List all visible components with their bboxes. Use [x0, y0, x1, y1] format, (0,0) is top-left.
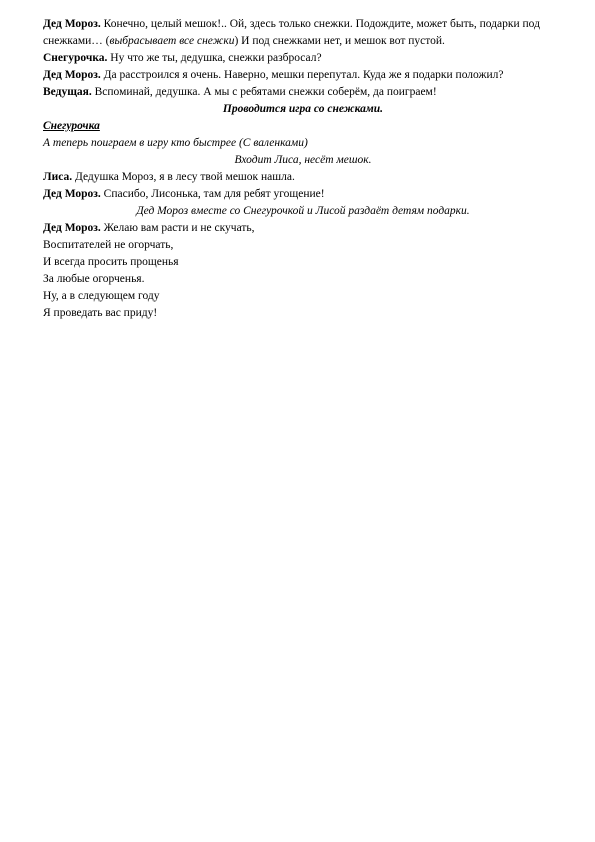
dialogue-line [43, 67, 563, 84]
stage-direction: Входит Лиса, несёт мешок. [234, 154, 372, 166]
speaker-name: Дед Мороз. [43, 18, 101, 30]
stage-direction: Проводится игра со снежками. [222, 103, 384, 115]
speaker-name: Лиса. [43, 171, 73, 183]
dialogue-text: А теперь поиграем в игру кто быстрее (С валенками) [43, 137, 308, 149]
dialogue-line [43, 220, 563, 237]
dialogue-line [43, 186, 563, 203]
verse-line: И всегда просить прощенья [43, 256, 179, 268]
verse-line: Ну, а в следующем году [43, 290, 160, 302]
speaker-name: Дед Мороз. [43, 69, 101, 81]
stage-direction: выбрасывает все снежки [109, 35, 235, 47]
speaker-name: Ведущая. [43, 86, 92, 98]
speaker-name: Дед Мороз. [43, 222, 101, 234]
dialogue-text: Конечно, целый мешок!.. Ой, здесь только снежки. Подождите, может быть, подарки под снежками… ( [43, 18, 540, 47]
verse-line: Воспитателей не огорчать, [43, 239, 174, 251]
dialogue-text: ) И под снежками нет, и мешок вот пустой. [234, 35, 445, 47]
speaker-name: Снегурочка. [43, 52, 108, 64]
speaker-name: Дед Мороз. [43, 188, 101, 200]
document-body [43, 16, 563, 322]
dialogue-text: Вспоминай, дедушка. А мы с ребятами снежки соберём, да поиграем! [91, 86, 437, 98]
stage-direction: Дед Мороз вместе со Снегурочкой и Лисой раздаёт детям подарки. [136, 205, 470, 217]
verse-line: За любые огорченья. [43, 273, 145, 285]
dialogue-text: Спасибо, Лисонька, там для ребят угощение! [100, 188, 325, 200]
speaker-heading: Снегурочка [43, 120, 100, 132]
dialogue-text: Желаю вам расти и не скучать, [100, 222, 255, 234]
dialogue-text: Да расстроился я очень. Наверно, мешки перепутал. Куда же я подарки положил? [100, 69, 504, 81]
verse-line: Я проведать вас приду! [43, 307, 158, 319]
dialogue-line [43, 16, 563, 50]
dialogue-text: Ну что же ты, дедушка, снежки разбросал? [107, 52, 322, 64]
dialogue-line [43, 169, 563, 186]
dialogue-line [43, 84, 563, 101]
dialogue-text: Дедушка Мороз, я в лесу твой мешок нашла. [72, 171, 295, 183]
dialogue-line [43, 50, 563, 67]
